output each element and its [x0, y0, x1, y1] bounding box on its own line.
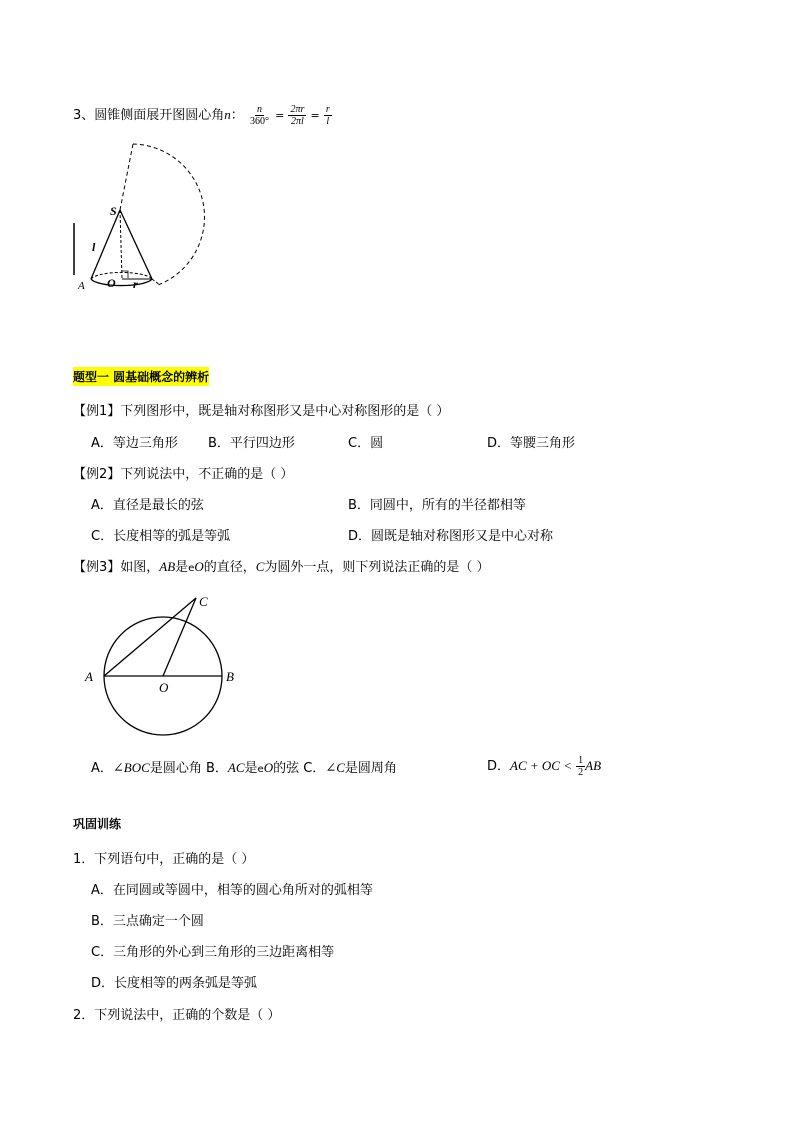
cone-diagram [70, 135, 210, 300]
cone-formula [73, 104, 332, 127]
label-O: O [159, 680, 169, 695]
label-S: S [110, 204, 117, 218]
label-B: B [226, 669, 234, 684]
ex3-options: A．∠BOC是圆心角 B．AC是eO的弦 C．∠C是圆周角 [91, 760, 397, 776]
label-A: A [78, 280, 85, 292]
ex2-option-c: C．长度相等的弧是等弧 [91, 529, 231, 544]
q1-option-d: D．长度相等的两条弧是等弧 [91, 976, 258, 991]
label-C: C [199, 594, 208, 609]
label-l: l [92, 240, 96, 254]
ex2-option-a: A．直径是最长的弦 [91, 498, 204, 513]
ex1-option-a: A．等边三角形 [91, 436, 178, 451]
ex2-stem: 【例2】下列说法中，不正确的是（ ） [73, 467, 294, 482]
fraction-2pir-over-2pil: $\frac{2\pi r}{2\pi l}$ [290, 104, 305, 127]
ex1-stem: 【例1】下列图形中，既是轴对称图形又是中心对称图形的是（ ） [73, 404, 450, 419]
q1-option-b: B．三点确定一个圆 [91, 914, 204, 929]
section-title: 题型一 圆基础概念的辨析 [73, 367, 209, 386]
fraction-n-over-360: $\frac{n}{360^\circ}$ [249, 104, 269, 127]
q1-stem: 1．下列语句中，正确的是（ ） [73, 852, 255, 867]
equals-sign: = [275, 109, 285, 122]
formula-colon: ： [230, 108, 244, 123]
ex2-option-d: D．圆既是轴对称图形又是中心对称 [348, 529, 554, 544]
ex3-option-d: D．AC + OC < $\frac{1}{2}$ AB [487, 755, 602, 778]
q1-option-a: A．在同圆或等圆中，相等的圆心角所对的弧相等 [91, 883, 373, 898]
fraction-r-over-l: $\frac{r}{l}$ [325, 104, 330, 127]
label-A: A [85, 669, 93, 684]
ex3-stem: 【例3】如图，AB是eO的直径，C为圆外一点，则下列说法正确的是（ ） [73, 559, 490, 575]
circle-diagram [80, 590, 250, 740]
q1-option-c: C．三角形的外心到三角形的三边距离相等 [91, 945, 335, 960]
ex2-option-b: B．同圆中，所有的半径都相等 [348, 498, 526, 513]
label-r: r [133, 277, 138, 291]
formula-var: n [224, 107, 231, 122]
practice-title: 巩固训练 [73, 817, 122, 831]
equals-sign: = [310, 109, 320, 122]
ex1-option-d: D．等腰三角形 [487, 436, 576, 451]
formula-prefix: 3、圆锥侧面展开图圆心角 [73, 108, 225, 123]
ex1-option-b: B．平行四边形 [208, 436, 295, 451]
ex1-option-c: C．圆 [348, 436, 384, 451]
label-O: O [107, 276, 116, 290]
q2-stem: 2．下列说法中，正确的个数是（ ） [73, 1008, 281, 1023]
